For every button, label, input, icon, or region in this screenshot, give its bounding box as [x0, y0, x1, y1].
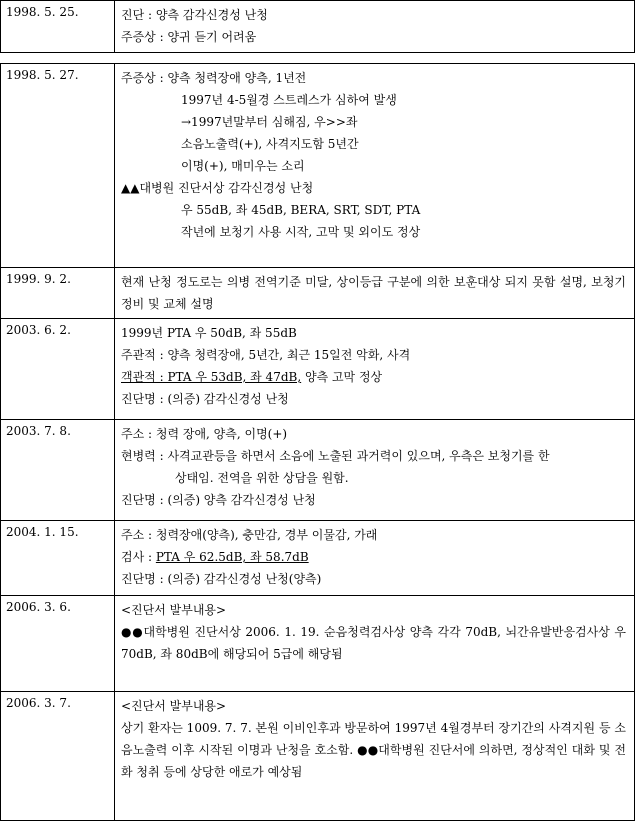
text-line: 현병력 : 사격교관등을 하면서 소음에 노출된 과거력이 있으며, 우측은 보청기를 한	[121, 449, 550, 463]
text-line: 주소 : 청력장애(양측), 충만감, 경부 이물감, 가래	[121, 528, 378, 542]
text-fragment: 양측 고막 정상	[301, 370, 383, 384]
date-cell: 2006. 3. 6.	[1, 596, 115, 691]
content-cell	[115, 1, 634, 52]
underlined-text: 객관적 : PTA 우 53dB, 좌 47dB,	[121, 370, 302, 384]
text-line: <진단서 발부내용>	[121, 603, 227, 617]
content-cell	[115, 596, 634, 691]
text-line: <진단서 발부내용>	[121, 699, 227, 713]
text-line: 주증상 : 양측 청력장애 양측, 1년전	[121, 71, 307, 85]
text-line: 1999년 PTA 우 50dB, 좌 55dB	[121, 326, 297, 340]
underlined-text: PTA 우 62.5dB, 좌 58.7dB	[155, 550, 309, 564]
text-line: 1997년 4-5월경 스트레스가 심하여 발생	[181, 93, 397, 107]
text-line: 현재 난청 정도로는 의병 전역기준 미달, 상이등급 구분에 의한 보훈대상 되지 못함 설명, 보청기 정비 및 교체 설명	[121, 275, 626, 311]
date-cell: 2004. 1. 15.	[1, 521, 115, 595]
diagnosis-line: 진단 : 양측 감각신경성 난청	[121, 8, 268, 22]
content-cell	[115, 521, 634, 595]
table-row	[1, 64, 634, 267]
date-cell: 2006. 3. 7.	[1, 692, 115, 820]
text-line: 진단명 : (의증) 감각신경성 난청	[121, 392, 289, 406]
text-line: 주소 : 청력 장애, 양측, 이명(+)	[121, 427, 288, 441]
date-cell: 1998. 5. 25.	[1, 1, 115, 52]
table-row	[1, 419, 634, 520]
text-line: 우 55dB, 좌 45dB, BERA, SRT, SDT, PTA	[181, 203, 421, 217]
text-line: 주관적 : 양측 청력장애, 5년간, 최근 15일전 악화, 사격	[121, 348, 411, 362]
date-cell: 2003. 7. 8.	[1, 420, 115, 520]
table-row	[1, 691, 634, 820]
text-line: 이명(+), 매미우는 소리	[181, 159, 305, 173]
record-table-top	[0, 0, 635, 53]
content-cell	[115, 268, 634, 318]
text-line: 상기 환자는 1009. 7. 7. 본원 이비인후과 방문하여 1997년 4월경부터 장기간의 사격지원 등 소음노출력 이후 시작된 이명과 난청을 호소함. ●●대학병원 진단서에 의하면, 정상적인 대화 및 전화 청취 등에 상당한 애로가 예상됨	[121, 721, 626, 779]
text-line: →1997년말부터 심해짐, 우>>좌	[181, 115, 358, 129]
content-cell	[115, 319, 634, 419]
text-line: 상태임. 전역을 위한 상담을 원함.	[175, 471, 349, 485]
table-row	[1, 520, 634, 595]
text-line	[121, 546, 626, 568]
text-fragment: 검사 :	[121, 550, 156, 564]
date-cell: 1999. 9. 2.	[1, 268, 115, 318]
text-line: 작년에 보청기 사용 시작, 고막 및 외이도 정상	[181, 225, 421, 239]
content-cell	[115, 420, 634, 520]
table-row	[1, 267, 634, 318]
text-line: 진단명 : (의증) 양측 감각신경성 난청	[121, 493, 316, 507]
text-line: 진단명 : (의증) 감각신경성 난청(양측)	[121, 572, 322, 586]
record-table-main	[0, 63, 635, 821]
table-row	[1, 595, 634, 691]
table-row	[1, 1, 634, 52]
text-line: ▲▲대병원 진단서상 감각신경성 난청	[121, 181, 314, 195]
text-line: 소음노출력(+), 사격지도함 5년간	[181, 137, 359, 151]
date-cell: 2003. 6. 2.	[1, 319, 115, 419]
content-cell	[115, 64, 634, 267]
symptom-line: 주증상 : 양귀 듣기 어려움	[121, 30, 257, 44]
text-line	[121, 366, 626, 388]
table-row	[1, 318, 634, 419]
text-line: ●●대학병원 진단서상 2006. 1. 19. 순음청력검사상 양측 각각 70dB, 뇌간유발반응검사상 우 70dB, 좌 80dB에 해당되어 5급에 해당됨	[121, 625, 626, 661]
date-cell: 1998. 5. 27.	[1, 64, 115, 267]
content-cell	[115, 692, 634, 820]
